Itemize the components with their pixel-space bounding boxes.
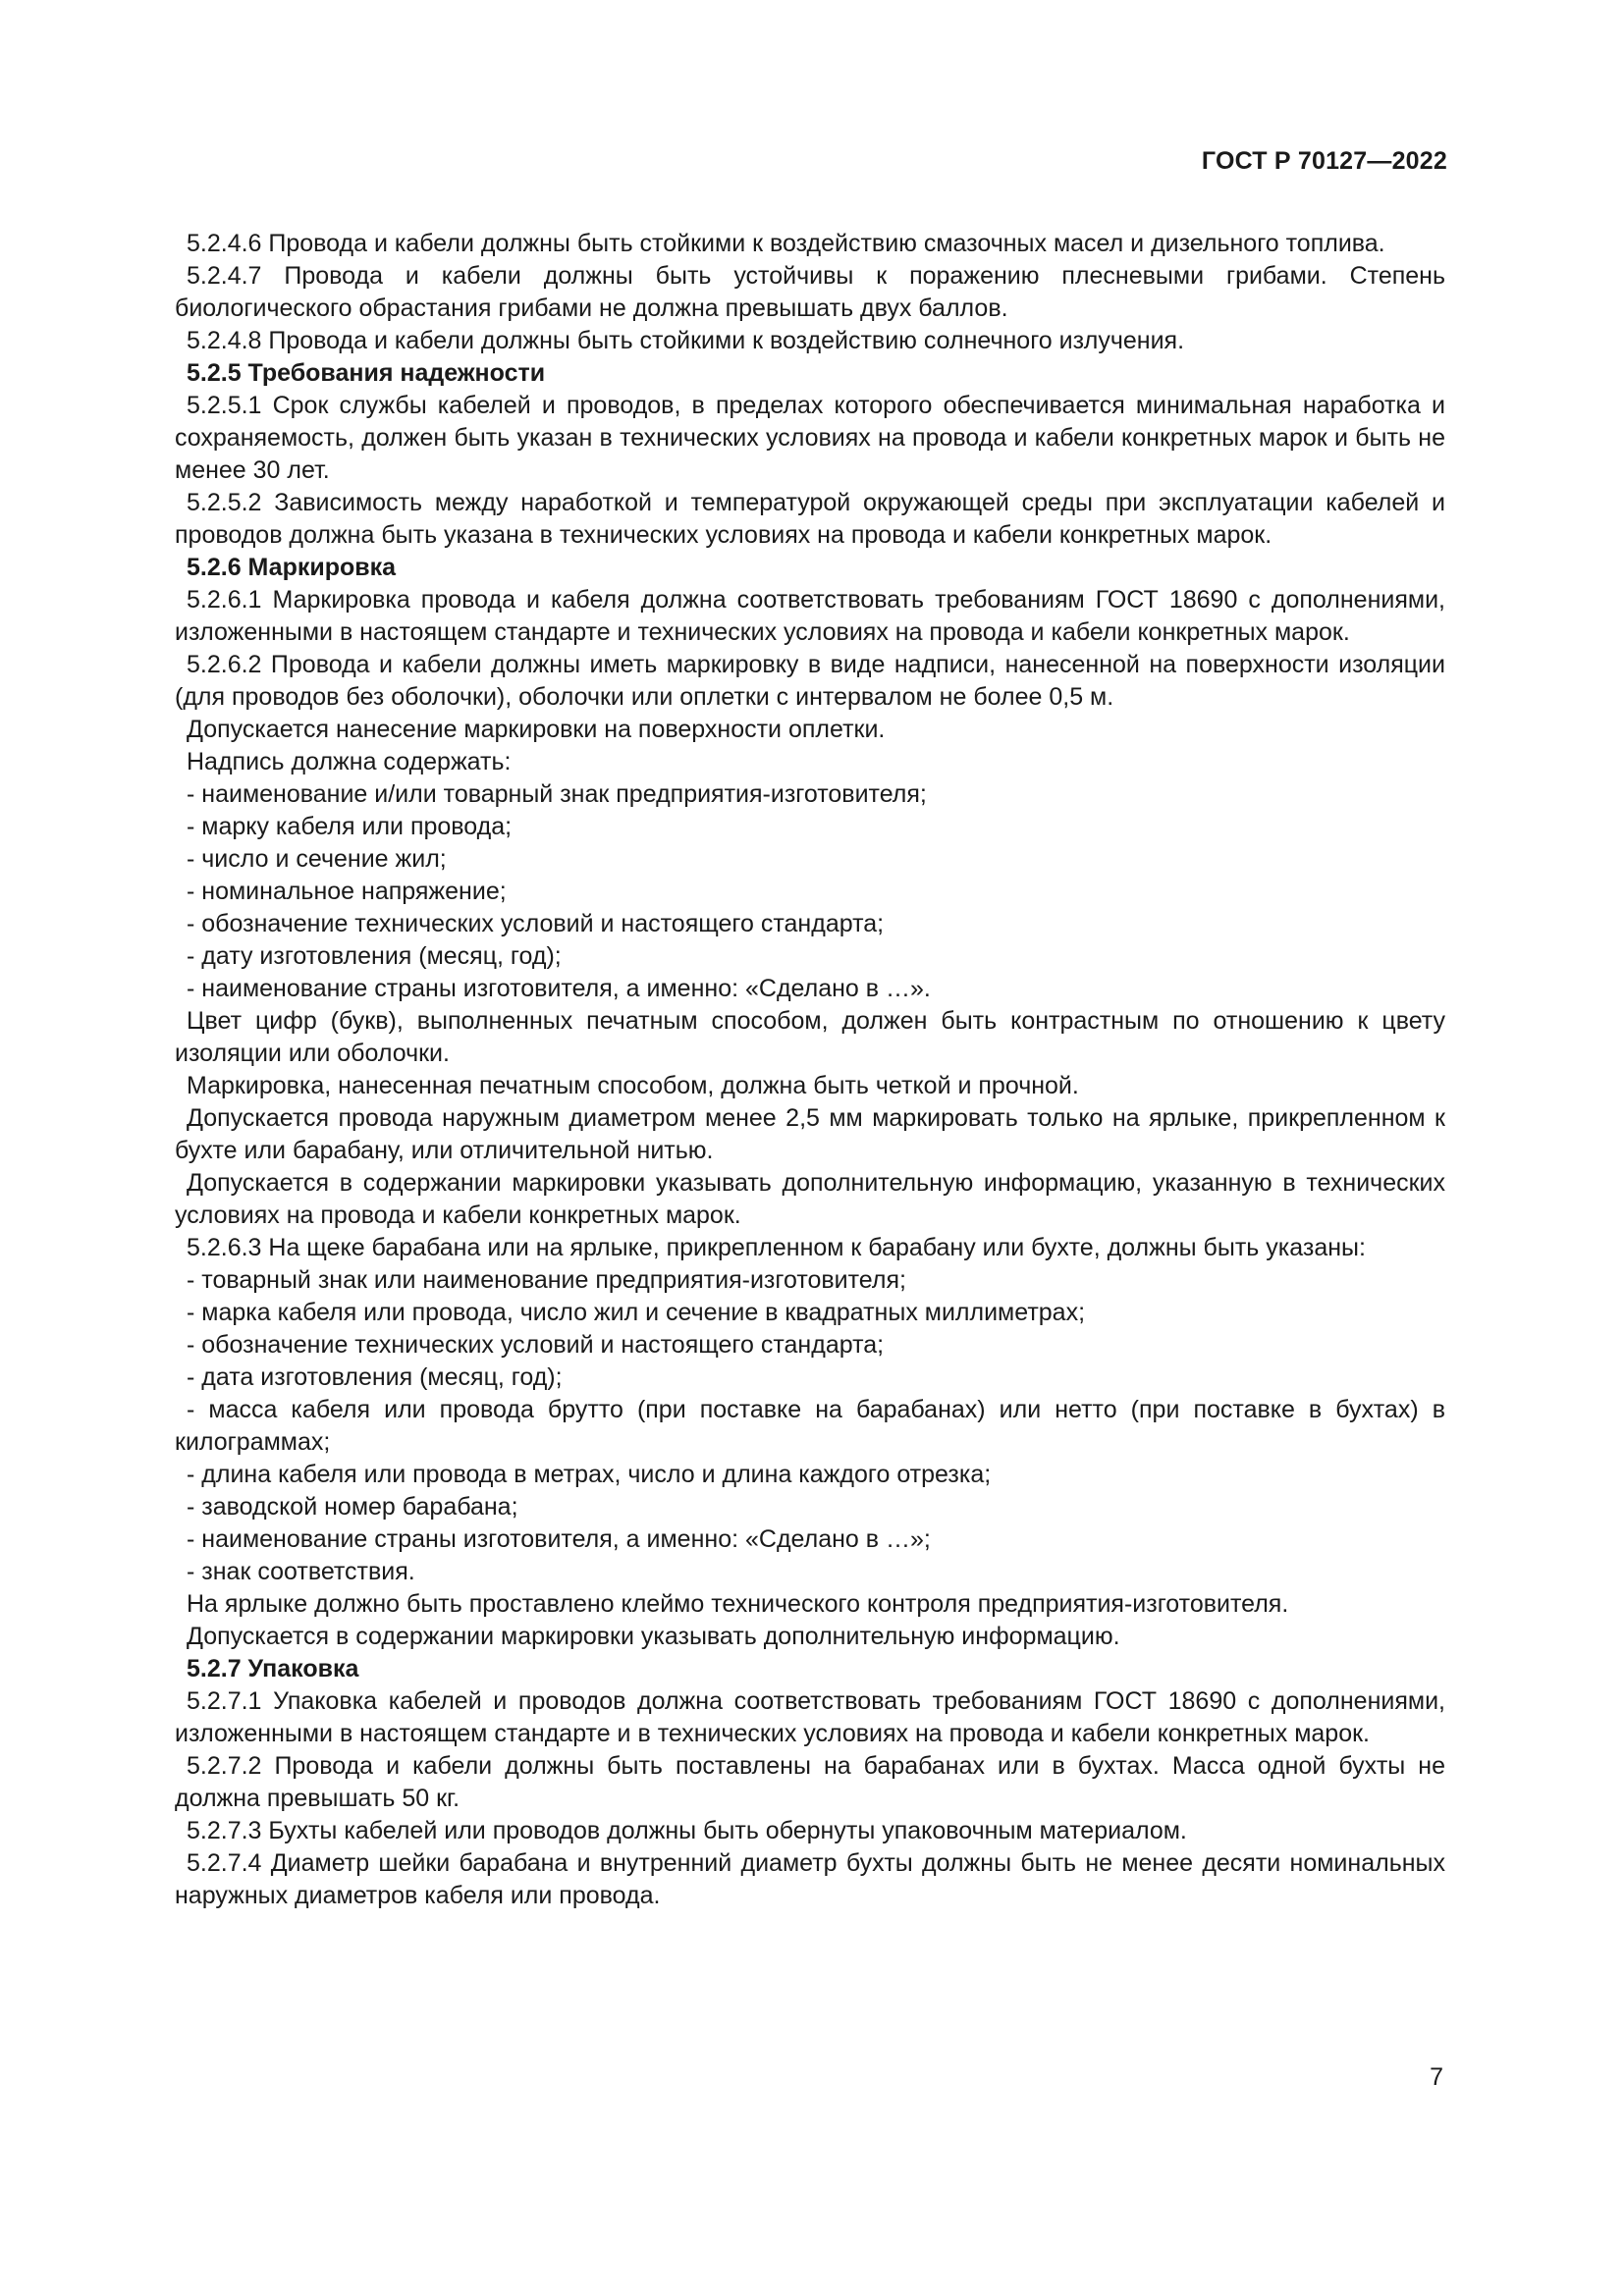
- paragraph: На ярлыке должно быть проставлено клеймо технического контроля предприятия-изготовителя.: [187, 1590, 1289, 1618]
- page-number: 7: [1430, 2063, 1443, 2091]
- standard-code: ГОСТ Р 70127—2022: [1201, 147, 1447, 175]
- clause-5-2-7-3: 5.2.7.3 Бухты кабелей или проводов должны быть обернуты упаковочным материалом.: [187, 1817, 1187, 1844]
- paragraph: Цвет цифр (букв), выполненных печатным способом, должен быть контрастным по отношению к цвету изоляции или оболочки.: [175, 1007, 1445, 1067]
- list-item: - дата изготовления (месяц, год);: [187, 1363, 563, 1391]
- list-item: - знак соответствия.: [187, 1558, 415, 1585]
- list-item: - заводской номер барабана;: [187, 1493, 518, 1521]
- section-heading-reliability: 5.2.5 Требования надежности: [187, 359, 546, 387]
- page-body: [175, 228, 1445, 1912]
- clause-5-2-4-7: 5.2.4.7 Провода и кабели должны быть устойчивы к поражению плесневыми грибами. Степень биологического обрастания грибами не должна превышать двух баллов.: [175, 262, 1445, 322]
- list-item: - дату изготовления (месяц, год);: [187, 942, 562, 970]
- section-heading-packaging: 5.2.7 Упаковка: [187, 1655, 359, 1682]
- list-item: - число и сечение жил;: [187, 845, 447, 873]
- list-item: - товарный знак или наименование предприятия-изготовителя;: [187, 1266, 906, 1294]
- list-item: - масса кабеля или провода брутто (при поставке на барабанах) или нетто (при поставке в бухтах) в килограммах;: [175, 1396, 1445, 1456]
- paragraph: Допускается в содержании маркировки указывать дополнительную информацию.: [187, 1623, 1120, 1650]
- paragraph: Маркировка, нанесенная печатным способом, должна быть четкой и прочной.: [187, 1072, 1079, 1099]
- clause-5-2-4-6: 5.2.4.6 Провода и кабели должны быть стойкими к воздействию смазочных масел и дизельного топлива.: [187, 230, 1385, 257]
- list-item: - обозначение технических условий и настоящего стандарта;: [187, 1331, 885, 1359]
- paragraph: Надпись должна содержать:: [187, 748, 512, 775]
- list-item: - длина кабеля или провода в метрах, число и длина каждого отрезка;: [187, 1461, 992, 1488]
- clause-5-2-5-2: 5.2.5.2 Зависимость между наработкой и температурой окружающей среды при эксплуатации кабелей и проводов должна быть указана в технических условиях на провода и кабели конкретных марок.: [175, 489, 1445, 549]
- paragraph: Допускается в содержании маркировки указывать дополнительную информацию, указанную в технических условиях на провода и кабели конкретных марок.: [175, 1169, 1445, 1229]
- list-item: - наименование страны изготовителя, а именно: «Сделано в …».: [187, 975, 931, 1002]
- clause-5-2-7-4: 5.2.7.4 Диаметр шейки барабана и внутренний диаметр бухты должны быть не менее десяти номинальных наружных диаметров кабеля или провода.: [175, 1849, 1445, 1909]
- list-item: - марка кабеля или провода, число жил и сечение в квадратных миллиметрах;: [187, 1299, 1086, 1326]
- paragraph: Допускается нанесение маркировки на поверхности оплетки.: [187, 716, 886, 743]
- list-item: - наименование страны изготовителя, а именно: «Сделано в …»;: [187, 1525, 931, 1553]
- clause-5-2-7-1: 5.2.7.1 Упаковка кабелей и проводов должна соответствовать требованиям ГОСТ 18690 с дополнениями, изложенными в настоящем стандарте и в технических условиях на провода и кабели конкретных марок.: [175, 1687, 1445, 1747]
- clause-5-2-6-2: 5.2.6.2 Провода и кабели должны иметь маркировку в виде надписи, нанесенной на поверхности изоляции (для проводов без оболочки), оболочки или оплетки с интервалом не более 0,5 м.: [175, 651, 1445, 711]
- list-item: - наименование и/или товарный знак предприятия-изготовителя;: [187, 780, 927, 808]
- clause-5-2-6-3: 5.2.6.3 На щеке барабана или на ярлыке, прикрепленном к барабану или бухте, должны быть указаны:: [187, 1234, 1366, 1261]
- clause-5-2-7-2: 5.2.7.2 Провода и кабели должны быть поставлены на барабанах или в бухтах. Масса одной бухты не должна превышать 50 кг.: [175, 1752, 1445, 1812]
- clause-5-2-6-1: 5.2.6.1 Маркировка провода и кабеля должна соответствовать требованиям ГОСТ 18690 с дополнениями, изложенными в настоящем стандарте и технических условиях на провода и кабели конкретных марок.: [175, 586, 1445, 646]
- list-item: - марку кабеля или провода;: [187, 813, 513, 840]
- list-item: - номинальное напряжение;: [187, 878, 507, 905]
- paragraph: Допускается провода наружным диаметром менее 2,5 мм маркировать только на ярлыке, прикрепленном к бухте или барабану, или отличительной нитью.: [175, 1104, 1445, 1164]
- section-heading-marking: 5.2.6 Маркировка: [187, 554, 397, 581]
- clause-5-2-4-8: 5.2.4.8 Провода и кабели должны быть стойкими к воздействию солнечного излучения.: [187, 327, 1185, 354]
- clause-5-2-5-1: 5.2.5.1 Срок службы кабелей и проводов, в пределах которого обеспечивается минимальная наработка и сохраняемость, должен быть указан в технических условиях на провода и кабели конкретных марок и быть не менее 30 лет.: [175, 392, 1445, 484]
- list-item: - обозначение технических условий и настоящего стандарта;: [187, 910, 885, 937]
